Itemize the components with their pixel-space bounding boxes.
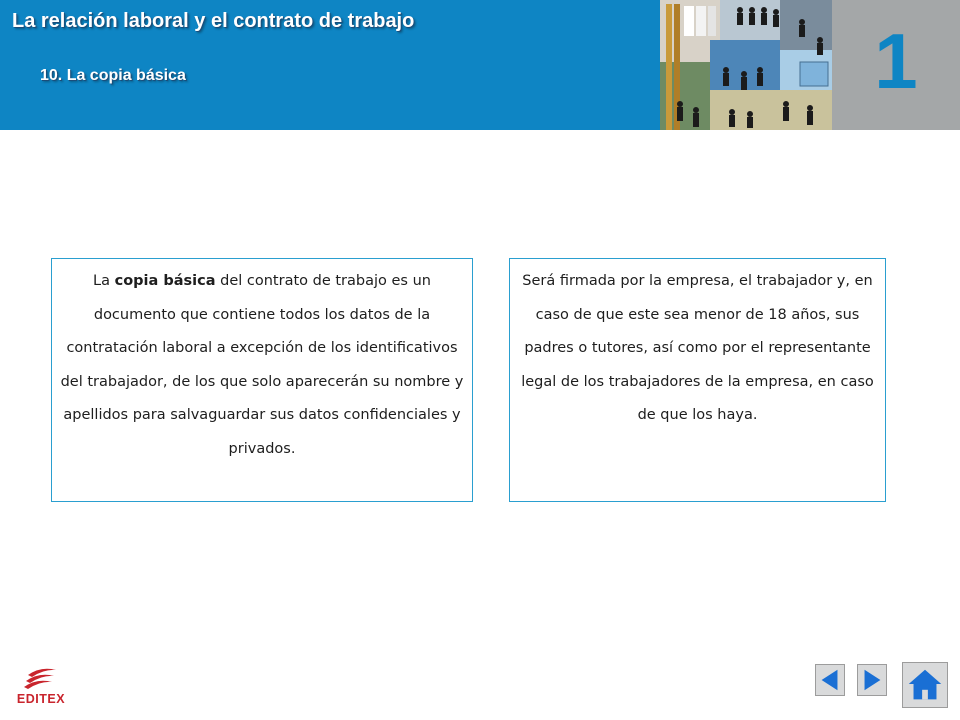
definition-text-body: del contrato de trabajo es un documento que contiene todos los datos de la contratación laboral a excepción de los identificativos del trabajador, de los que solo aparecerán su nombre y apellidos para salvaguardar sus datos confidenciales y privados.	[60, 273, 464, 457]
editex-logo-text: EDITEX	[16, 692, 66, 706]
next-slide-button[interactable]	[857, 664, 887, 696]
signature-info-text: Será firmada por la empresa, el trabajador y, en caso de que este sea menor de 18 años, sus padres o tutores, así como por el representante legal de los trabajadores de la empresa, en caso de que los haya.	[521, 273, 874, 423]
header-banner	[0, 0, 960, 130]
editex-logo	[8, 666, 74, 710]
signature-info-card	[509, 258, 886, 502]
triangle-right-icon	[858, 665, 886, 695]
copia-basica-definition-card	[51, 258, 473, 502]
editex-logo-mark	[8, 666, 74, 692]
house-icon	[903, 663, 947, 707]
section-subtitle: 10. La copia básica	[40, 67, 186, 84]
page-title: La relación laboral y el contrato de trabajo	[12, 10, 415, 32]
home-button[interactable]	[902, 662, 948, 708]
definition-term: copia básica	[114, 273, 216, 289]
chapter-badge	[832, 0, 960, 130]
definition-text-intro: La	[93, 273, 115, 289]
triangle-left-icon	[816, 665, 844, 695]
chapter-number: 1	[874, 17, 918, 105]
previous-slide-button[interactable]	[815, 664, 845, 696]
business-collage-image	[660, 0, 832, 130]
